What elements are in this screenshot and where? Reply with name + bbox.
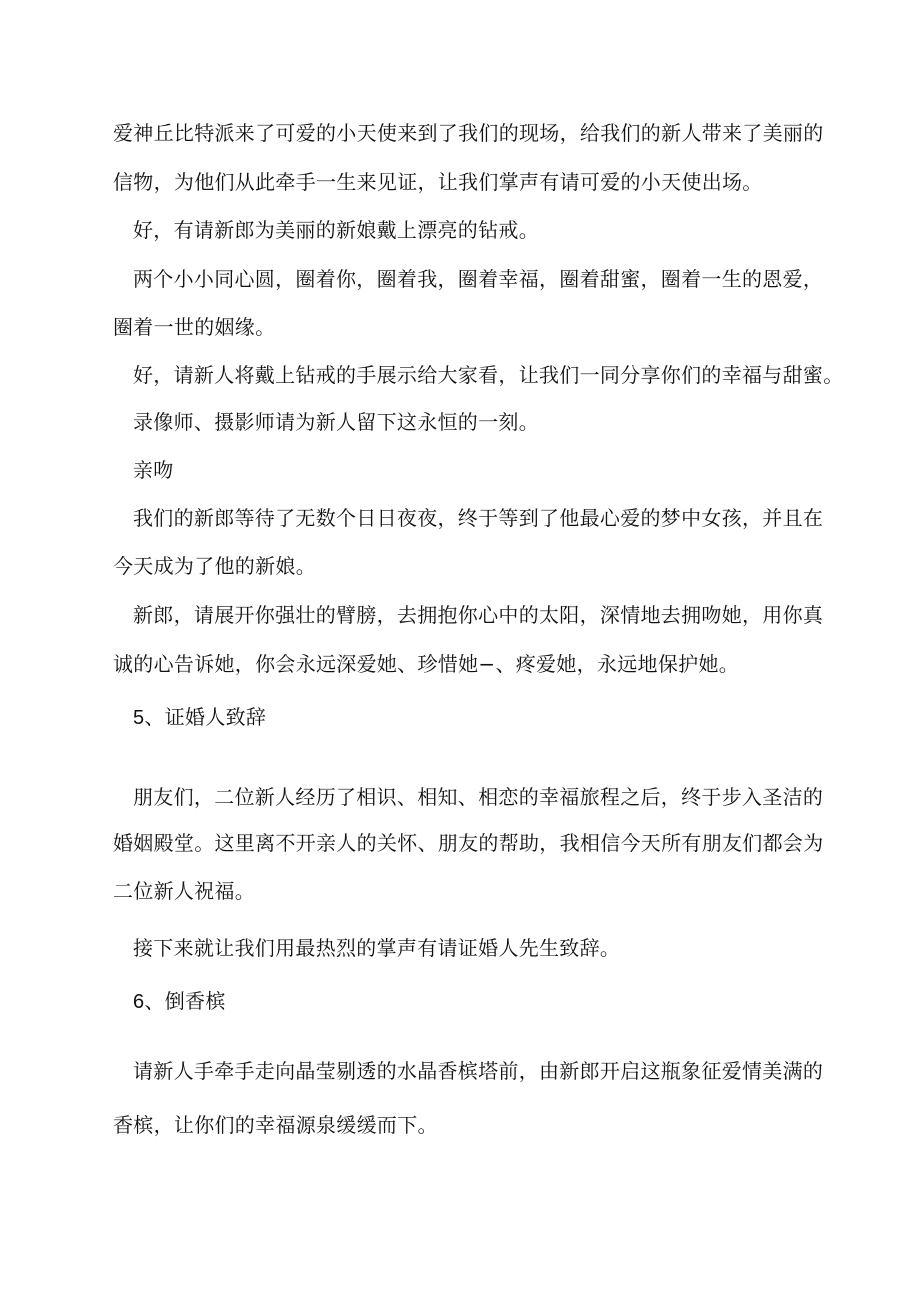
- paragraph-line: 爱神丘比特派来了可爱的小天使来到了我们的现场，给我们的新人带来了美丽的: [113, 121, 824, 145]
- section-heading: 6、倒香槟: [133, 991, 226, 1013]
- paragraph-line: 新郎，请展开你强壮的臂膀，去拥抱你心中的太阳，深情地去拥吻她，用你真: [133, 603, 824, 627]
- paragraph-line: 香槟，让你们的幸福源泉缓缓而下。: [113, 1113, 438, 1137]
- section-heading: 5、证婚人致辞: [133, 707, 267, 729]
- paragraph-line: 请新人手牵手走向晶莹剔透的水晶香槟塔前，由新郎开启这瓶象征爱情美满的: [133, 1059, 824, 1083]
- paragraph-line: 两个小小同心圆，圈着你，圈着我，圈着幸福，圈着甜蜜，圈着一生的恩爱，: [133, 267, 824, 291]
- paragraph-line: 朋友们，二位新人经历了相识、相知、相恋的幸福旅程之后，终于步入圣洁的: [133, 785, 824, 809]
- paragraph-line: 二位新人祝福。: [113, 879, 256, 903]
- paragraph-line: 好，有请新郎为美丽的新娘戴上漂亮的钻戒。: [133, 218, 539, 242]
- paragraph-line: 圈着一世的姻缘。: [113, 315, 276, 339]
- paragraph-line: 今天成为了他的新娘。: [113, 554, 316, 578]
- paragraph-line: 亲吻: [133, 458, 174, 482]
- paragraph-line: 我们的新郎等待了无数个日日夜夜，终于等到了他最心爱的梦中女孩，并且在: [133, 506, 824, 530]
- paragraph-line: 诚的心告诉她，你会永远深爱她、珍惜她−、疼爱她，永远地保护她。: [113, 652, 740, 676]
- paragraph-line: 录像师、摄影师请为新人留下这永恒的一刻。: [133, 410, 539, 434]
- paragraph-line: 婚姻殿堂。这里离不开亲人的关怀、朋友的帮助，我相信今天所有朋友们都会为: [113, 831, 824, 855]
- paragraph-line: 接下来就让我们用最热烈的掌声有请证婚人先生致辞。: [133, 936, 621, 960]
- paragraph-line: 好，请新人将戴上钻戒的手展示给大家看，让我们一同分享你们的幸福与甜蜜。: [133, 363, 844, 387]
- paragraph-line: 信物，为他们从此牵手一生来见证，让我们掌声有请可爱的小天使出场。: [113, 170, 763, 194]
